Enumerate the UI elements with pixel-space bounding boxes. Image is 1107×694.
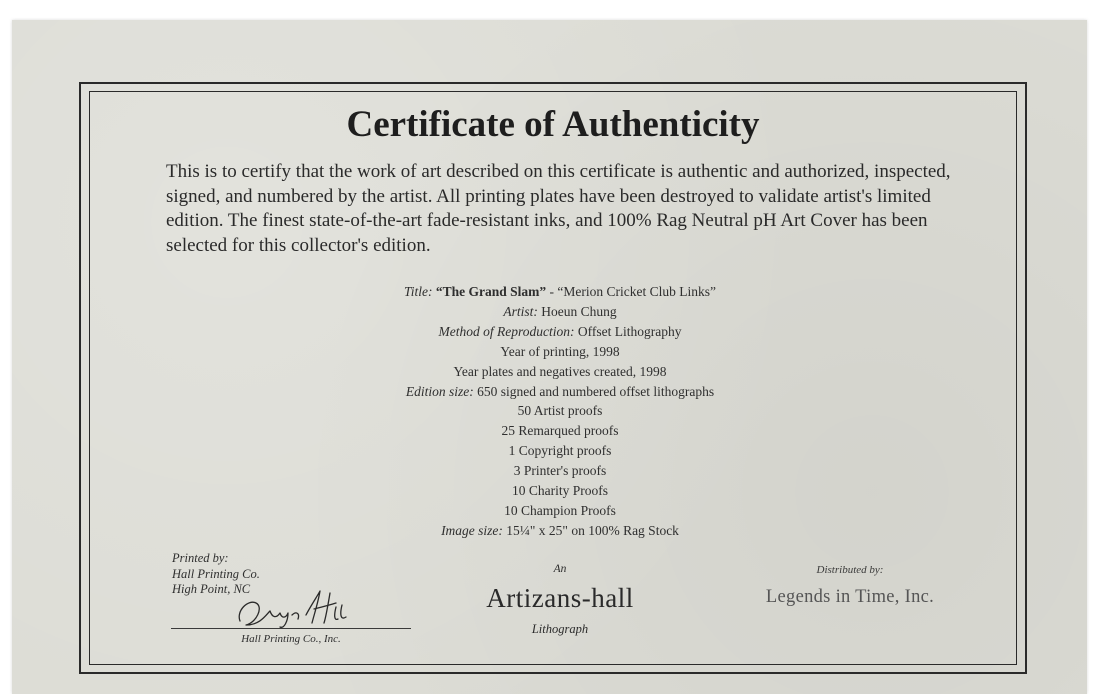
- method-label: Method of Reproduction:: [438, 323, 575, 339]
- edition-line: [300, 382, 820, 402]
- year-of-printing: Year of printing, 1998: [500, 343, 620, 359]
- artist-name: Hoeun Chung: [541, 303, 617, 319]
- title-separator: -: [546, 284, 558, 299]
- artwork-title: “The Grand Slam”: [435, 284, 547, 299]
- image-size-line: [300, 521, 820, 541]
- signature-caption: Hall Printing Co., Inc.: [241, 633, 341, 645]
- proof-line: 3 Printer's proofs: [513, 463, 607, 479]
- year-plates-created: Year plates and negatives created, 1998: [453, 363, 667, 379]
- method-value: Offset Lithography: [577, 323, 682, 339]
- title-label: Title:: [403, 284, 433, 299]
- artist-line: [300, 302, 820, 322]
- certification-statement: This is to certify that the work of art described on this certificate is authentic and authorized, inspected, signed, and numbered by the artist. All printing plates have been destroyed to validate artist's limited edition. The finest state-of-the-art fade-resistant inks, and 100% Rag Neutral pH Art Cover has been selected for this collector's edition.: [166, 161, 951, 256]
- distributor-block: [740, 563, 960, 609]
- edition-label: Edition size:: [405, 383, 474, 399]
- artwork-details: [300, 282, 820, 541]
- an-label: An: [553, 563, 567, 575]
- distributor-name: Legends in Time, Inc.: [765, 587, 935, 607]
- proof-line: 10 Charity Proofs: [512, 483, 608, 499]
- artwork-subtitle: “Merion Cricket Club Links”: [557, 284, 716, 299]
- distributed-by-label: Distributed by:: [816, 564, 884, 576]
- proof-line: 25 Remarqued proofs: [501, 423, 619, 439]
- printer-location: High Point, NC: [172, 582, 251, 596]
- printer-name: Hall Printing Co.: [172, 566, 260, 581]
- printed-by-label: Printed by:: [172, 551, 229, 565]
- handwritten-signature: [226, 585, 356, 630]
- edition-value: 650 signed and numbered offset lithographs: [477, 383, 715, 399]
- artizans-hall-logo: Artizans-hall: [486, 583, 634, 613]
- artist-label: Artist:: [503, 303, 538, 319]
- signature-line: [171, 628, 411, 629]
- publisher-mark: [470, 562, 650, 637]
- method-line: [300, 322, 820, 342]
- title-line: [300, 282, 820, 302]
- proof-line: 50 Artist proofs: [517, 403, 603, 419]
- proof-line: 1 Copyright proofs: [508, 443, 612, 459]
- image-size-label: Image size:: [441, 522, 503, 538]
- lithograph-label: Lithograph: [531, 622, 589, 636]
- image-size-value: 15¼" x 25" on 100% Rag Stock: [506, 522, 679, 538]
- certificate-title: Certificate of Authenticity: [346, 104, 760, 145]
- proof-line: 10 Champion Proofs: [504, 502, 616, 518]
